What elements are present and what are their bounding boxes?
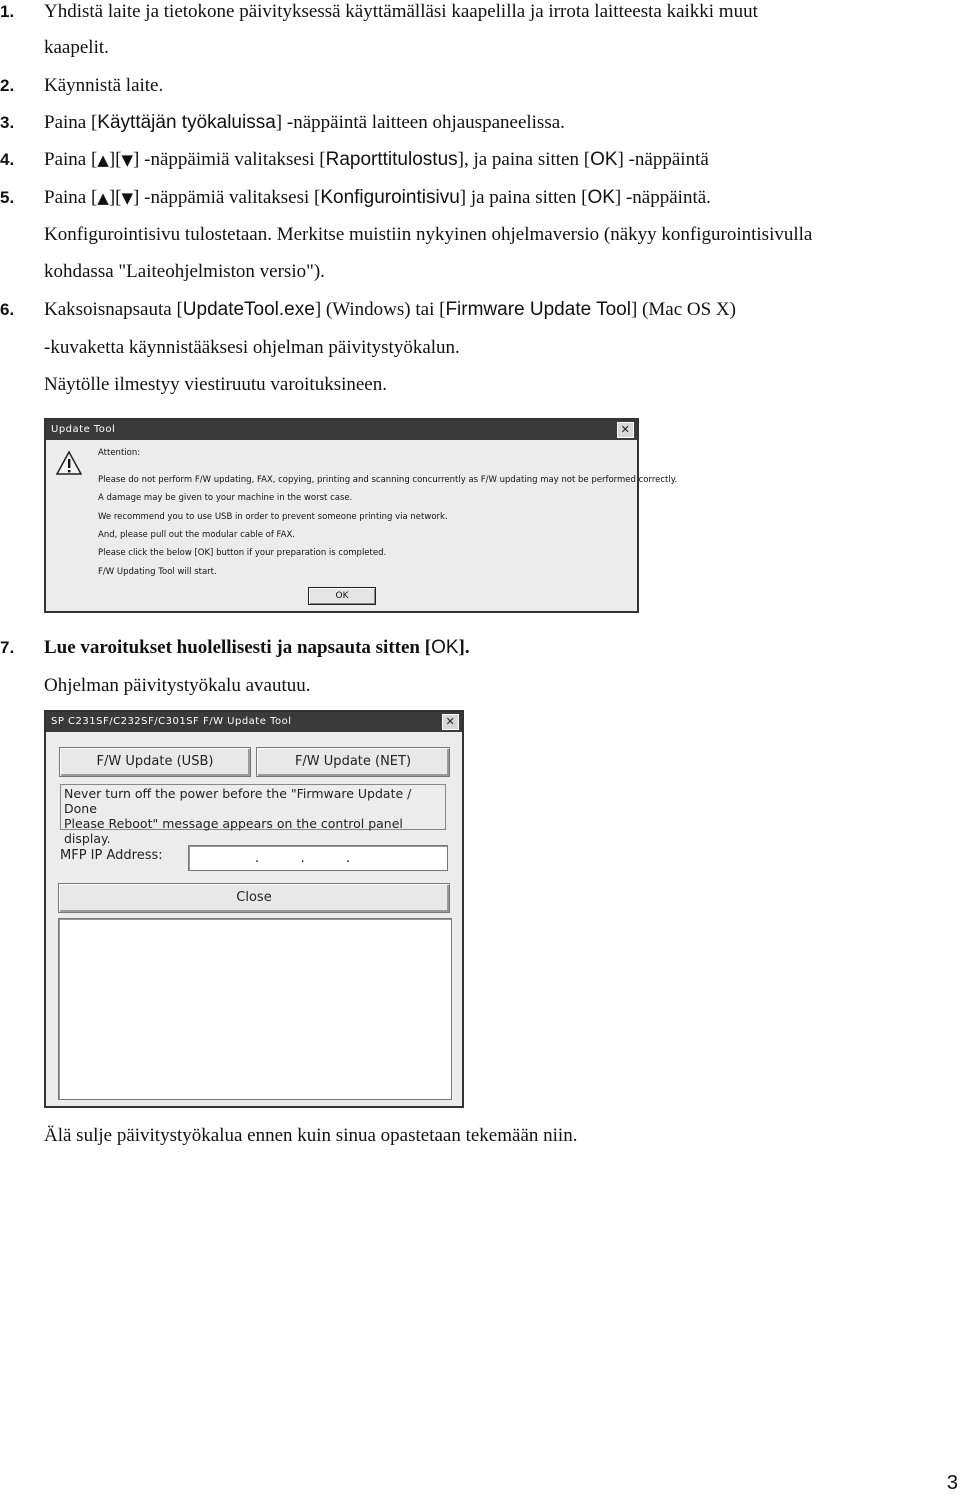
up-arrow-icon: ▲ — [97, 189, 109, 207]
app-name: Firmware Update Tool — [445, 299, 631, 320]
log-output-area — [58, 918, 452, 1100]
note-text: Älä sulje päivitystyökalua ennen kuin sinua opastetaan tekemään niin. — [44, 1125, 578, 1146]
step-number: 7. — [0, 638, 15, 657]
close-icon[interactable]: ✕ — [617, 422, 634, 438]
step-text: -kuvaketta käynnistääksesi ohjelman päivitystyökalun. — [44, 337, 460, 358]
page-number: 3 — [946, 1472, 958, 1494]
close-icon[interactable]: ✕ — [442, 714, 459, 730]
update-tool-window — [44, 710, 464, 1108]
step-text: Paina [▲][▼] -näppämiä valitaksesi [Konfigurointisivu] ja paina sitten [OK] -näppäintä. — [44, 187, 711, 208]
step-number: 3. — [0, 113, 15, 132]
message-line: F/W Updating Tool will start. — [98, 567, 217, 577]
key-name: Käyttäjän työkaluissa — [97, 112, 276, 133]
step-text: Paina [▲][▼] -näppäimiä valitaksesi [Raporttitulostus], ja paina sitten [OK] -näppäintä — [44, 149, 709, 170]
ok-button[interactable]: OK — [308, 587, 376, 605]
step-text: kaapelit. — [44, 37, 109, 58]
attention-dialog — [44, 418, 678, 613]
ok-key: OK — [590, 149, 618, 170]
message-line: We recommend you to use USB in order to prevent someone printing via network. — [98, 512, 448, 522]
step-text: Yhdistä laite ja tietokone päivityksessä käyttämälläsi kaapelilla ja irrota laitteesta kaikki muut — [44, 1, 758, 22]
window-title: SP C231SF/C232SF/C301SF F/W Update Tool — [51, 716, 292, 727]
fw-update-usb-button[interactable]: F/W Update (USB) — [59, 747, 251, 777]
step-text: Näytölle ilmestyy viestiruutu varoituksineen. — [44, 374, 387, 395]
key-name: Raporttitulostus — [325, 149, 458, 170]
ip-address-label: MFP IP Address: — [60, 848, 163, 863]
warning-icon — [56, 450, 82, 476]
step-text: Kaksoisnapsauta [UpdateTool.exe] (Windows) tai [Firmware Update Tool] (Mac OS X) — [44, 299, 736, 320]
step-number: 6. — [0, 300, 15, 319]
step-text: Lue varoitukset huolellisesti ja napsauta sitten [OK]. — [44, 637, 470, 658]
step-number: 5. — [0, 188, 15, 207]
down-arrow-icon: ▼ — [121, 151, 134, 169]
dialog-titlebar — [46, 420, 637, 440]
warning-line: Please Reboot" message appears on the control panel display. — [64, 816, 403, 846]
dialog-title: Update Tool — [51, 424, 116, 435]
power-warning-text — [60, 784, 446, 846]
message-line: A damage may be given to your machine in the worst case. — [98, 493, 353, 503]
message-line: Please do not perform F/W updating, FAX, copying, printing and scanning concurrently as F/W updating may not be performed correctly. — [98, 475, 678, 485]
key-name: Konfigurointisivu — [320, 187, 460, 208]
step-number: 4. — [0, 150, 15, 169]
message-line: Please click the below [OK] button if your preparation is completed. — [98, 548, 387, 558]
fw-update-net-button[interactable]: F/W Update (NET) — [256, 747, 450, 777]
step-text: Käynnistä laite. — [44, 75, 164, 96]
attention-label: Attention: — [98, 448, 141, 458]
window-titlebar — [46, 712, 462, 732]
step-text: Paina [Käyttäjän työkaluissa] -näppäintä laitteen ohjauspaneelissa. — [44, 112, 565, 133]
message-line: And, please pull out the modular cable of FAX. — [98, 530, 295, 540]
step-text: kohdassa "Laiteohjelmiston versio"). — [44, 261, 325, 282]
file-name: UpdateTool.exe — [182, 299, 315, 320]
step-number: 1. — [0, 2, 15, 21]
warning-line: Never turn off the power before the "Firmware Update / Done — [64, 786, 412, 816]
ok-key: OK — [431, 637, 459, 658]
step-text: Konfigurointisivu tulostetaan. Merkitse muistiin nykyinen ohjelmaversio (näkyy konfigurointisivulla — [44, 224, 813, 245]
step-text: Ohjelman päivitystyökalu avautuu. — [44, 675, 311, 696]
close-button[interactable]: Close — [58, 883, 450, 913]
up-arrow-icon: ▲ — [97, 151, 109, 169]
down-arrow-icon: ▼ — [121, 189, 134, 207]
ip-address-input[interactable]: . . . — [188, 845, 448, 871]
ok-key: OK — [587, 187, 615, 208]
step-number: 2. — [0, 76, 15, 95]
